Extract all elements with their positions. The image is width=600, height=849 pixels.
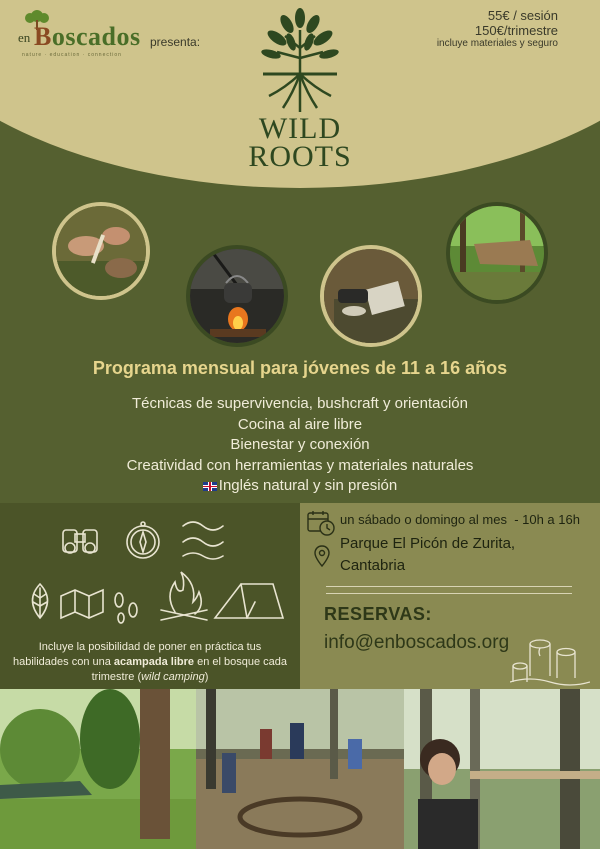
- divider: [326, 593, 572, 594]
- photo-campfire-kettle: [186, 245, 288, 347]
- schedule-text: un sábado o domingo al mes - 10h a 16h: [340, 512, 580, 527]
- activity-item: Técnicas de supervivencia, bushcraft y orientación: [131, 395, 468, 412]
- binoculars-icon: [63, 530, 97, 553]
- logo-title: WILD ROOTS: [248, 112, 352, 173]
- bottom-photo-strip: [0, 689, 600, 849]
- calendar-clock-icon: [306, 509, 336, 537]
- leaf-icon: [33, 584, 48, 618]
- photo-forest-camp: [0, 689, 196, 849]
- presents-text: presenta:: [150, 35, 201, 49]
- uk-flag-icon: [203, 482, 217, 491]
- price-session: 55€ / sesión: [487, 8, 558, 23]
- photo-boy-building: [404, 689, 600, 849]
- photo-tarp-shelter: [446, 202, 548, 304]
- brand-name: Boscados: [34, 22, 141, 51]
- price-term: 150€/trimestre: [474, 23, 558, 38]
- divider: [326, 586, 572, 587]
- location-pin-icon: [314, 545, 330, 567]
- tree-stumps-icon: [510, 636, 590, 688]
- activity-item: Cocina al aire libre: [237, 415, 363, 433]
- price-note: incluye materiales y seguro: [436, 38, 558, 49]
- pricing-block: [437, 8, 558, 49]
- camping-note: Incluye la posibilidad de poner en práctica tus habilidades con una acampada libre en el bosque cada trimestre (wild camping): [13, 641, 287, 683]
- brand-prefix: en: [18, 30, 31, 45]
- rope-knots-icon: [183, 522, 223, 559]
- activity-item: Creatividad con herramientas y materiales naturales: [126, 456, 474, 474]
- photo-map-compass: [320, 245, 422, 347]
- campfire-icon: [161, 572, 207, 620]
- footprints-icon: [115, 593, 137, 623]
- photo-knife-carving: [52, 202, 150, 300]
- activities-list: [0, 394, 600, 497]
- brand-tagline: nature · education · connection: [22, 52, 122, 58]
- compass-icon: [127, 522, 159, 558]
- activity-item: Bienestar y conexión: [230, 436, 370, 453]
- contact-email[interactable]: info@enboscados.org: [324, 632, 510, 653]
- location-text: Parque El Picón de Zurita, Cantabria: [340, 535, 516, 574]
- skills-icons: [15, 512, 295, 632]
- program-headline: Programa mensual para jóvenes de 11 a 16 años: [92, 358, 508, 378]
- tree-roots-icon: [255, 8, 345, 118]
- map-icon: [61, 590, 103, 618]
- reservas-label: RESERVAS:: [324, 604, 432, 624]
- tent-icon: [215, 584, 283, 618]
- photo-group-circle: [196, 689, 404, 849]
- activity-item-english: Inglés natural y sin presión: [0, 476, 600, 497]
